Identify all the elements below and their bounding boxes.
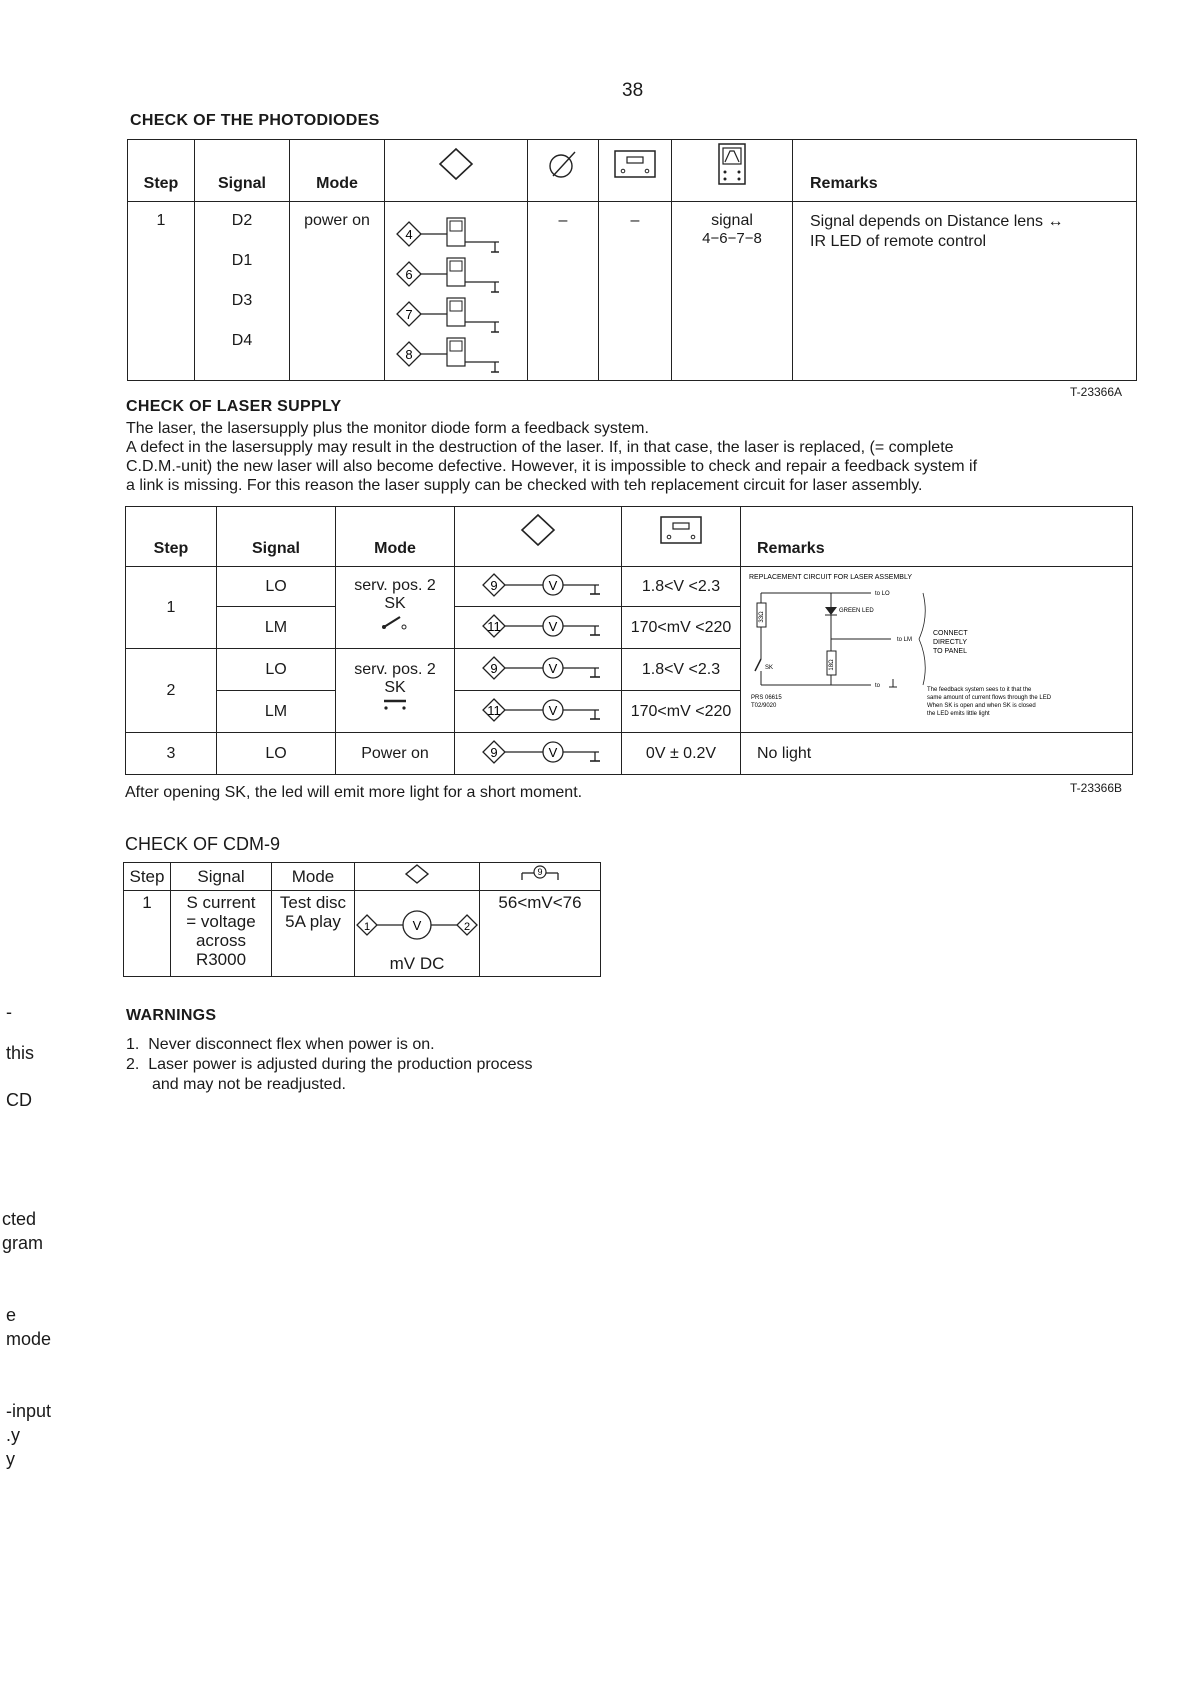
svg-text:V: V bbox=[548, 660, 558, 676]
voltmeter-cell: – bbox=[599, 202, 672, 381]
switch-closed-icon bbox=[380, 697, 410, 711]
col-mode: Mode bbox=[290, 140, 385, 202]
mode-cell: power on bbox=[290, 202, 385, 381]
mode-cell-1 bbox=[336, 567, 455, 649]
svg-text:When SK is open and when SK is: When SK is open and when SK is closed bbox=[927, 703, 1036, 709]
mode-line-1: Test disc bbox=[279, 893, 347, 912]
svg-text:PRS 06615: PRS 06615 bbox=[751, 695, 782, 701]
meter-cell bbox=[355, 891, 480, 977]
signal-cell bbox=[195, 202, 290, 381]
value-cell: 1.8<V <2.3 bbox=[622, 567, 741, 607]
svg-text:DIRECTLY: DIRECTLY bbox=[933, 639, 968, 646]
signal-lo: LO bbox=[217, 649, 336, 691]
switch-open-icon bbox=[380, 613, 410, 631]
col-signal: Signal bbox=[171, 863, 272, 891]
remarks-no-light: No light bbox=[741, 733, 1133, 775]
signal-lm: LM bbox=[217, 607, 336, 649]
svg-text:V: V bbox=[548, 577, 558, 593]
col-signal: Signal bbox=[217, 507, 336, 567]
laser-title: CHECK OF LASER SUPPLY bbox=[126, 398, 342, 415]
laser-footer-note: After opening SK, the led will emit more light for a short moment. bbox=[125, 784, 583, 801]
photodiodes-ref: T-23366A bbox=[1070, 385, 1123, 399]
margin-fragment: - bbox=[6, 1002, 12, 1022]
green-led-label: GREEN LED bbox=[839, 608, 874, 614]
signal-d4: D4 bbox=[231, 332, 253, 349]
col-remarks: Remarks bbox=[741, 507, 1133, 567]
col-voltmeter-icon bbox=[599, 140, 672, 202]
signal-line-2: = voltage bbox=[186, 912, 256, 931]
step-1-cell: 1 bbox=[126, 567, 217, 649]
col-multimeter-icon bbox=[528, 140, 599, 202]
scope-label: signal bbox=[711, 212, 753, 229]
margin-fragment: .y bbox=[6, 1425, 21, 1445]
warnings-title: WARNINGS bbox=[126, 1007, 217, 1024]
svg-text:18Ω: 18Ω bbox=[829, 659, 835, 671]
probe-point-7-icon bbox=[397, 298, 499, 332]
margin-fragment: -input bbox=[6, 1401, 52, 1421]
warning-item-1: 1. Never disconnect flex when power is on. bbox=[126, 1036, 435, 1053]
col-diamond-icon bbox=[355, 863, 480, 891]
margin-fragment: mode bbox=[6, 1329, 52, 1349]
margin-fragment: y bbox=[6, 1449, 15, 1469]
remark-line-2: IR LED of remote control bbox=[810, 233, 987, 250]
scope-points: 4−6−7−8 bbox=[702, 230, 762, 247]
svg-text:9: 9 bbox=[537, 867, 543, 877]
cdm9-table bbox=[123, 862, 601, 977]
svg-text:9: 9 bbox=[490, 577, 498, 593]
svg-text:V: V bbox=[548, 744, 558, 760]
svg-text:6: 6 bbox=[405, 267, 413, 282]
laser-para-line-2: A defect in the lasersupply may result in the destruction of the laser. If, in that case, the laser is replaced, (= complete bbox=[126, 439, 954, 456]
schematic-cell bbox=[741, 567, 1133, 733]
laser-paragraph bbox=[126, 419, 1116, 495]
signal-lo: LO bbox=[217, 567, 336, 607]
page-number: 38 bbox=[622, 80, 644, 101]
step-2-cell: 2 bbox=[126, 649, 217, 733]
value-cell: 0V ± 0.2V bbox=[622, 733, 741, 775]
signal-lo: LO bbox=[217, 733, 336, 775]
mode-serv-pos: serv. pos. 2 bbox=[354, 661, 436, 678]
col-step: Step bbox=[124, 863, 171, 891]
signal-d3: D3 bbox=[231, 292, 253, 309]
col-step: Step bbox=[126, 507, 217, 567]
col-mode: Mode bbox=[272, 863, 355, 891]
margin-fragment: e bbox=[6, 1305, 17, 1325]
photodiodes-title: CHECK OF THE PHOTODIODES bbox=[130, 112, 380, 129]
step-cell: 1 bbox=[124, 891, 171, 977]
mode-line-2: 5A play bbox=[285, 912, 341, 931]
laser-table bbox=[125, 506, 1133, 775]
laser-para-line-3: C.D.M.-unit) the new laser will also become defective. However, it is impossible to check and repair a feedback system if bbox=[126, 458, 978, 475]
svg-text:33Ω: 33Ω bbox=[759, 611, 765, 623]
col-remarks: Remarks bbox=[793, 140, 1137, 202]
svg-text:11: 11 bbox=[487, 618, 501, 634]
svg-text:8: 8 bbox=[405, 347, 413, 362]
signal-line-3: across bbox=[195, 931, 247, 950]
probe-9-cell bbox=[455, 567, 622, 607]
probe-9-cell bbox=[455, 649, 622, 691]
remark-line-1: Signal depends on Distance lens ↔ bbox=[810, 213, 1064, 230]
probe-point-4-icon bbox=[397, 218, 499, 252]
svg-text:V: V bbox=[412, 918, 422, 933]
signal-d2: D2 bbox=[231, 212, 253, 229]
svg-text:T02/9020: T02/9020 bbox=[751, 703, 777, 709]
replacement-circuit-diagram bbox=[741, 567, 1129, 723]
svg-text:4: 4 bbox=[405, 227, 413, 242]
differential-voltmeter-icon bbox=[355, 903, 479, 949]
value-cell: 170<mV <220 bbox=[622, 607, 741, 649]
mode-sk: SK bbox=[384, 595, 406, 612]
svg-text:2: 2 bbox=[463, 921, 471, 933]
margin-fragment: cted bbox=[2, 1209, 37, 1229]
svg-text:9: 9 bbox=[490, 744, 498, 760]
mode-power-on: Power on bbox=[336, 733, 455, 775]
svg-text:11: 11 bbox=[487, 702, 501, 718]
step-cell: 1 bbox=[128, 202, 195, 381]
svg-text:7: 7 bbox=[405, 307, 413, 322]
svg-text:1: 1 bbox=[363, 921, 371, 933]
col-step: Step bbox=[128, 140, 195, 202]
multimeter-cell: – bbox=[528, 202, 599, 381]
voltmeter-probe-11-icon bbox=[481, 611, 621, 645]
svg-text:CONNECT: CONNECT bbox=[933, 630, 968, 637]
laser-para-line-1: The laser, the lasersupply plus the monitor diode form a feedback system. bbox=[126, 420, 649, 437]
margin-fragment: this bbox=[6, 1043, 35, 1063]
scope-cell bbox=[672, 202, 793, 381]
svg-text:TO PANEL: TO PANEL bbox=[933, 648, 967, 655]
svg-text:to LO: to LO bbox=[875, 591, 890, 597]
mode-cell bbox=[272, 891, 355, 977]
svg-text:SK: SK bbox=[765, 665, 774, 671]
probe-11-cell bbox=[455, 607, 622, 649]
signal-line-1: S current bbox=[186, 893, 256, 912]
remarks-cell bbox=[793, 202, 1137, 381]
probe-point-8-icon bbox=[397, 338, 499, 372]
warnings-list bbox=[126, 1035, 532, 1095]
mode-serv-pos: serv. pos. 2 bbox=[354, 577, 436, 594]
signal-d1: D1 bbox=[231, 252, 253, 269]
voltmeter-probe-9-icon bbox=[481, 570, 621, 604]
laser-para-line-4: a link is missing. For this reason the laser supply can be checked with teh replacement circuit for laser assembly. bbox=[126, 477, 923, 494]
svg-text:to: to bbox=[875, 683, 881, 689]
value-cell: 56<mV<76 bbox=[480, 891, 601, 977]
signal-cell bbox=[171, 891, 272, 977]
probe-cell bbox=[385, 202, 528, 381]
col-probe-9-icon bbox=[480, 863, 601, 891]
col-mode: Mode bbox=[336, 507, 455, 567]
probe-9-cell bbox=[455, 733, 622, 775]
signal-lm: LM bbox=[217, 691, 336, 733]
schematic-title: REPLACEMENT CIRCUIT FOR LASER ASSEMBLY bbox=[749, 574, 912, 581]
value-cell: 170<mV <220 bbox=[622, 691, 741, 733]
value-cell: 1.8<V <2.3 bbox=[622, 649, 741, 691]
svg-text:V: V bbox=[548, 618, 558, 634]
laser-ref: T-23366B bbox=[1070, 781, 1123, 795]
svg-text:the LED emits little light: the LED emits little light bbox=[927, 711, 990, 717]
warning-item-2: 2. Laser power is adjusted during the production process bbox=[126, 1056, 533, 1073]
mode-sk: SK bbox=[384, 679, 406, 696]
col-oscilloscope-icon bbox=[672, 140, 793, 202]
col-voltmeter-icon bbox=[622, 507, 741, 567]
svg-text:The feedback system sees to it: The feedback system sees to it that the bbox=[927, 687, 1032, 693]
margin-fragment: gram bbox=[2, 1233, 44, 1253]
col-diamond-icon bbox=[455, 507, 622, 567]
svg-text:to LM: to LM bbox=[897, 637, 913, 643]
svg-text:same amount of current flows t: same amount of current flows through the LED bbox=[927, 695, 1052, 701]
probe-11-cell bbox=[455, 691, 622, 733]
meter-unit: mV DC bbox=[389, 954, 445, 973]
svg-text:V: V bbox=[548, 702, 558, 718]
scope-probe-symbols bbox=[395, 212, 515, 380]
voltmeter-probe-9-icon bbox=[481, 653, 621, 687]
voltmeter-probe-9-icon bbox=[481, 737, 621, 771]
mode-cell-2 bbox=[336, 649, 455, 733]
probe-point-6-icon bbox=[397, 258, 499, 292]
warning-item-2-cont: and may not be readjusted. bbox=[152, 1076, 346, 1093]
col-diamond-icon bbox=[385, 140, 528, 202]
cdm9-title: CHECK OF CDM-9 bbox=[125, 834, 281, 854]
signal-line-4: R3000 bbox=[195, 950, 247, 969]
voltmeter-probe-11-icon bbox=[481, 695, 621, 729]
margin-fragment: CD bbox=[6, 1090, 32, 1110]
col-signal: Signal bbox=[195, 140, 290, 202]
photodiodes-table bbox=[127, 139, 1137, 381]
step-3-cell: 3 bbox=[126, 733, 217, 775]
svg-text:9: 9 bbox=[490, 660, 498, 676]
